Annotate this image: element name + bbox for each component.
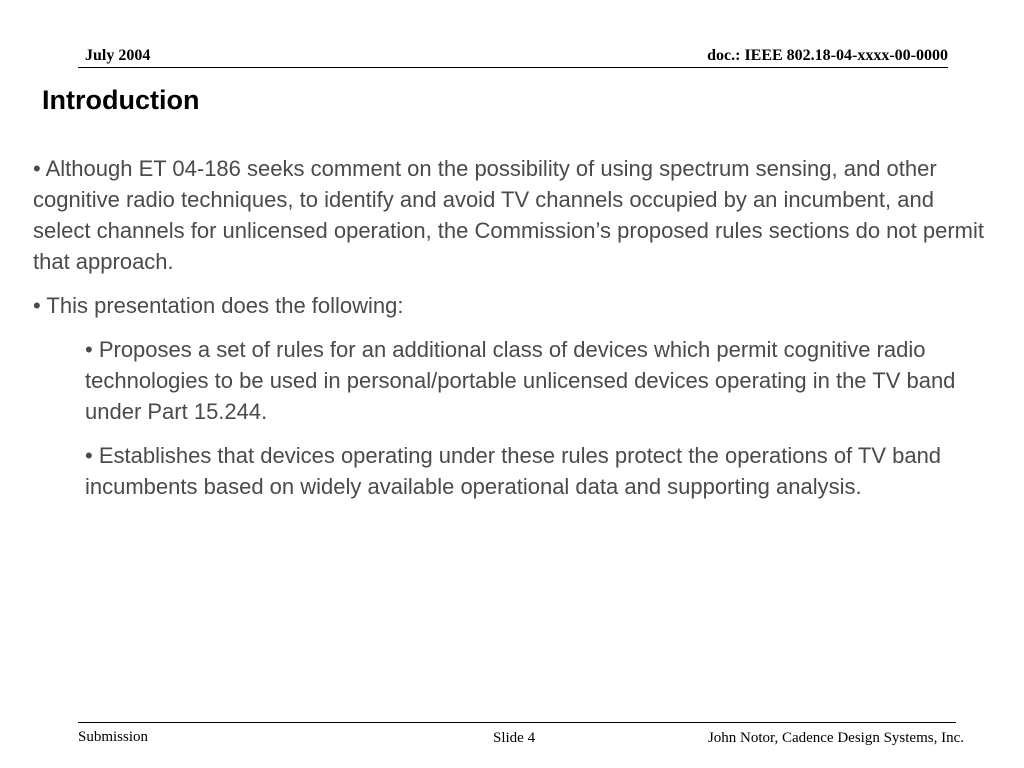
bullet-presentation-overview: • This presentation does the following: bbox=[33, 293, 404, 318]
header-doc-id: doc.: IEEE 802.18-04-xxxx-00-0000 bbox=[707, 47, 948, 64]
header-rule bbox=[78, 67, 948, 68]
footer-slide-number: Slide 4 bbox=[493, 730, 536, 746]
slide-body bbox=[33, 153, 993, 515]
bullet-spectrum-sensing: • Although ET 04-186 seeks comment on the possibility of using spectrum sensing, and other cognitive radio techniques, to identify and avoid TV channels occupied by an incumbent, and select channels for unlicensed operation, the Commission’s proposed rules sections do not permit that approach. bbox=[33, 156, 984, 274]
footer-rule bbox=[78, 722, 956, 723]
header-date: July 2004 bbox=[85, 47, 151, 64]
sub-bullet-proposed-rules: • Proposes a set of rules for an additional class of devices which permit cognitive radio technologies to be used in personal/portable unlicensed devices operating in the TV band under Part 15.244. bbox=[85, 337, 956, 424]
footer-author: John Notor, Cadence Design Systems, Inc. bbox=[707, 730, 964, 746]
slide-title: Introduction bbox=[42, 85, 200, 115]
footer-submission: Submission bbox=[78, 729, 149, 745]
sub-bullet-incumbent-protection: • Establishes that devices operating under these rules protect the operations of TV band incumbents based on widely available operational data and supporting analysis. bbox=[85, 443, 942, 499]
